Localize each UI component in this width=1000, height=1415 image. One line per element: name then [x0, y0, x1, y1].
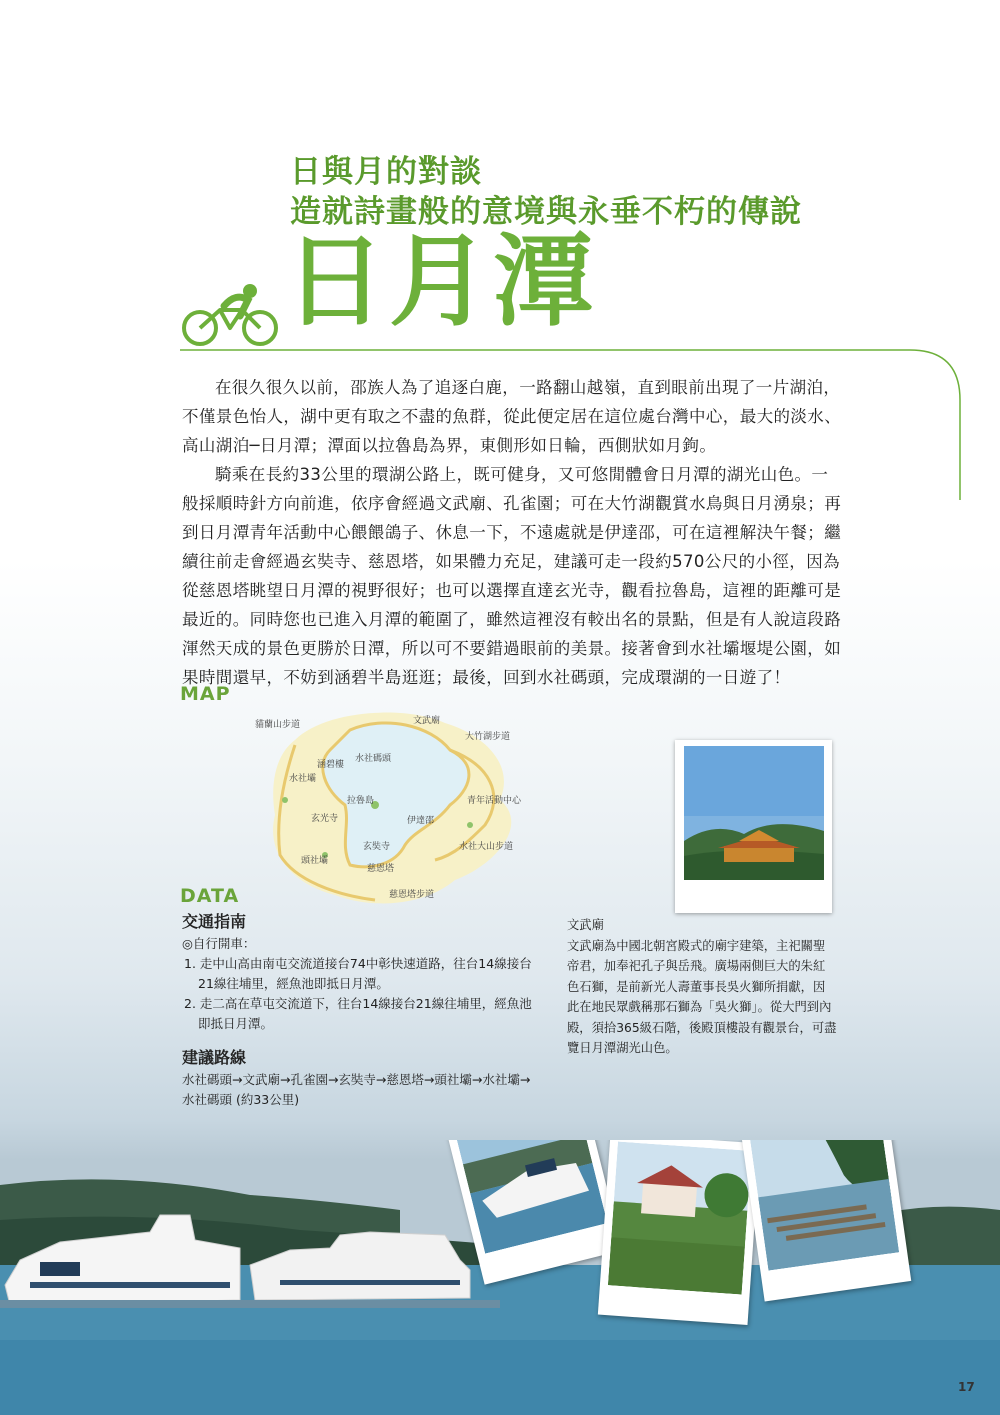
- temple-photo: [684, 746, 824, 880]
- polaroid-boats-photo: [453, 1140, 607, 1254]
- data-section: [182, 912, 542, 1110]
- map-place-ita: 伊達邵: [407, 816, 435, 826]
- cyclist-icon: [180, 282, 280, 348]
- map-place-dazhu: 大竹湖步道: [465, 732, 511, 742]
- polaroid-lake-farm: [741, 1140, 911, 1301]
- map-place-lalu: 拉魯島: [347, 796, 375, 806]
- map-place-cien-trail: 慈恩塔步道: [389, 890, 435, 900]
- intro-paragraph-1: 在很久很久以前，邵族人為了追逐白鹿，一路翻山越嶺，直到眼前出現了一片湖泊，不僅景色怡人，湖中更有取之不盡的魚群，從此便定居在這位處台灣中心，最大的淡水、高山湖泊─日月潭；潭面以拉魯島為界，東側形如日輪，西側狀如月鉤。: [182, 378, 842, 455]
- temple-title: 文武廟: [567, 918, 604, 932]
- map-place-shuishe-dam: 水社壩: [289, 774, 317, 784]
- self-drive-label: ◎自行開車：: [182, 936, 256, 951]
- suggested-route-text: 水社碼頭→文武廟→孔雀園→玄奘寺→慈恩塔→頭社壩→水社壩→水社碼頭 (約33公里): [182, 1072, 531, 1107]
- data-label: DATA: [180, 885, 240, 907]
- map-place-toushe: 頭社壩: [301, 856, 329, 866]
- subtitle-line-2: 造就詩畫般的意境與永垂不朽的傳說: [290, 194, 802, 230]
- transport-title: 交通指南: [182, 912, 247, 931]
- polaroid-lake-photo: [750, 1140, 899, 1271]
- suggested-route-title: 建議路線: [182, 1048, 247, 1067]
- map-place-xuanguang: 玄光寺: [311, 814, 339, 824]
- map-place-shuishe-pier: 水社碼頭: [355, 754, 392, 764]
- map-place-xuanzang: 玄奘寺: [363, 842, 391, 852]
- page-number: 17: [958, 1380, 975, 1394]
- intro-paragraph-2: 騎乘在長約33公里的環湖公路上，既可健身，又可悠閒體會日月潭的湖光山色。一般採順時針方向前進，依序會經過文武廟、孔雀園；可在大竹湖觀賞水鳥與日月湧泉；再到日月潭青年活動中心餵餵鴿子、休息一下，不遠處就是伊達邵，可在這裡解決午餐；繼續往前走會經過玄奘寺、慈恩塔，如果體力充足，建議可走一段約570公尺的小徑，因為從慈恩塔眺望日月潭的視野很好；也可以選擇直達玄光寺，觀看拉魯島，這裡的距離可是最近的。同時您也已進入月潭的範圍了，雖然這裡沒有較出名的景點，但是有人說這段路渾然天成的景色更勝於日潭，所以可不要錯過眼前的美景。接著會到水社壩堰堤公園，如果時間還早，不妨到涵碧半島逛逛；最後，回到水社碼頭，完成環湖的一日遊了！: [182, 465, 842, 687]
- map-place-shuishe-mtn: 水社大山步道: [459, 842, 514, 852]
- temple-description: 文武廟為中國北朝宮殿式的廟宇建築，主祀關聖帝君，加奉祀孔子與岳飛。廣場兩側巨大的朱紅色石獅，是前新光人壽董事長吳火獅所捐獻，因此在地民眾戲稱那石獅為「吳火獅」。從大門到內殿，須拾365級石階，後殿頂樓設有觀景台，可盡覽日月潭湖光山色。: [567, 938, 837, 1055]
- subtitle-line-1: 日與月的對談: [290, 154, 482, 190]
- lake-scene-photo: [0, 1140, 1000, 1415]
- lake-map: [255, 705, 545, 910]
- map-label: MAP: [180, 683, 231, 705]
- map-place-youth: 青年活動中心: [467, 796, 522, 806]
- temple-photo-frame: [675, 740, 832, 913]
- map-place-wenwu: 文武廟: [413, 716, 441, 726]
- page-title: 日月潭: [285, 223, 597, 340]
- polaroid-building-photo: [608, 1142, 752, 1295]
- route-item-2: 2. 走二高在草屯交流道下，往台14線接台21線往埔里，經魚池即抵日月潭。: [184, 996, 532, 1031]
- map-place-maolan: 貓蘭山步道: [255, 720, 301, 730]
- polaroid-building: [598, 1140, 760, 1325]
- map-place-hanbi: 涵碧樓: [317, 760, 345, 770]
- intro-text: [182, 373, 842, 692]
- temple-info: [567, 915, 837, 1059]
- map-place-cien: 慈恩塔: [367, 864, 395, 874]
- route-item-1: 1. 走中山高由南屯交流道接台74中彰快速道路，往台14線接台21線往埔里，經魚池即抵日月潭。: [184, 956, 532, 991]
